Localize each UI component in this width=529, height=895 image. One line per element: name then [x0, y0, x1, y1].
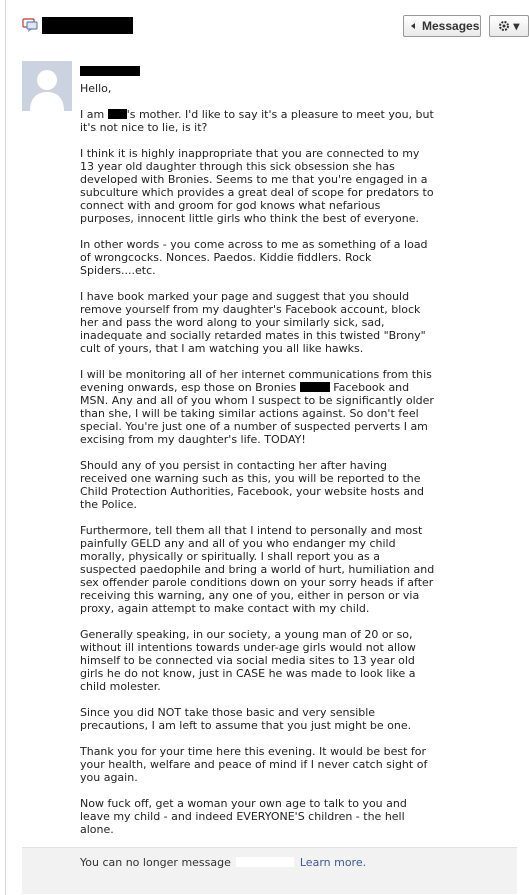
messages-button-label: Messages — [422, 19, 480, 33]
paragraph-1: I am 's mother. I'd like to say it's a pleasure to meet you, but it's not nice to lie, is it? — [80, 108, 434, 134]
redacted-sender-name[interactable] — [80, 66, 140, 76]
greeting: Hello, — [80, 82, 112, 95]
paragraph-4: I have book marked your page and suggest that you should remove yourself from my daughter's Facebook account, block her and pass the word along to your similarly sick, sad, inadequate and socially retarded mates in this twisted "Brony" cult of yours, that I am watching you all like hawks. — [80, 290, 426, 355]
back-arrow-icon — [411, 23, 415, 29]
learn-more-link[interactable]: Learn more. — [299, 856, 367, 869]
gear-dropdown-label: ▾ — [513, 19, 520, 33]
redacted-conversation-title — [42, 17, 133, 34]
default-avatar-icon[interactable] — [22, 61, 72, 111]
redacted-name — [108, 109, 127, 119]
paragraph-6: Should any of you persist in contacting her after having received one warning such as this, you will be reported to the Child Protection Authorities, Facebook, your website hosts and the Police. — [80, 459, 425, 511]
chat-bubble-icon — [22, 18, 38, 32]
message-body — [80, 82, 435, 849]
paragraph-2: I think it is highly inappropriate that you are connected to my 13 year old daughter through this sick obsession she has developed with Bronies. Seems to me that you're engaged in a subculture which provides a great deal of scope for predators to connect with and groom for god knows what nefarious purposes, innocent little girls who think the best of everyone. — [80, 147, 434, 225]
footer-notice — [80, 856, 366, 869]
message-footer — [22, 847, 517, 894]
paragraph-8: Generally speaking, in our society, a young man of 20 or so, without ill intentions towards under-age girls would not allow himself to be connected via social media sites to 13 year old girls he do not know, just in CASE he was made to look like a child molester. — [80, 628, 416, 693]
paragraph-11: Now fuck off, get a woman your own age to talk to you and leave my child - and indeed EVERYONE'S children - the hell alone. — [80, 797, 407, 836]
redacted-recipient — [236, 857, 294, 867]
paragraph-9: Since you did NOT take those basic and very sensible precautions, I am left to assume that you just might be one. — [80, 706, 412, 732]
page-left-border — [0, 0, 6, 895]
actions-gear-button[interactable] — [489, 15, 529, 37]
messages-button[interactable] — [403, 15, 481, 37]
footer-text: You can no longer message — [80, 856, 231, 869]
paragraph-7: Furthermore, tell them all that I intend to personally and most painfully GELD any and all of you who endanger my child morally, physically or spiritually. I shall report you as a suspected paedophile and bring a world of hurt, humiliation and sex offender parole conditions down on your sorry heads if after receiving this warning, any one of you, either in person or via proxy, again attempt to make contact with my child. — [80, 524, 435, 615]
header — [0, 0, 520, 52]
gear-icon — [498, 19, 513, 33]
paragraph-10: Thank you for your time here this evening. It would be best for your health, welfare and peace of mind if I never catch sight of you again. — [80, 745, 428, 784]
paragraph-5: I will be monitoring all of her internet communications from this evening onwards, esp those on Bronies Facebook and MSN. Any and all of you whom I suspect to be significantly older than she, I will be taking similar actions against. So don't feel special. You're just one of a number of suspected perverts I am excising from my daughter's life. TODAY! — [80, 368, 434, 446]
redacted-text — [300, 382, 330, 392]
paragraph-3: In other words - you come across to me as something of a load of wrongcocks. Nonces. Paedos. Kiddie fiddlers. Rock Spiders....etc. — [80, 238, 428, 277]
